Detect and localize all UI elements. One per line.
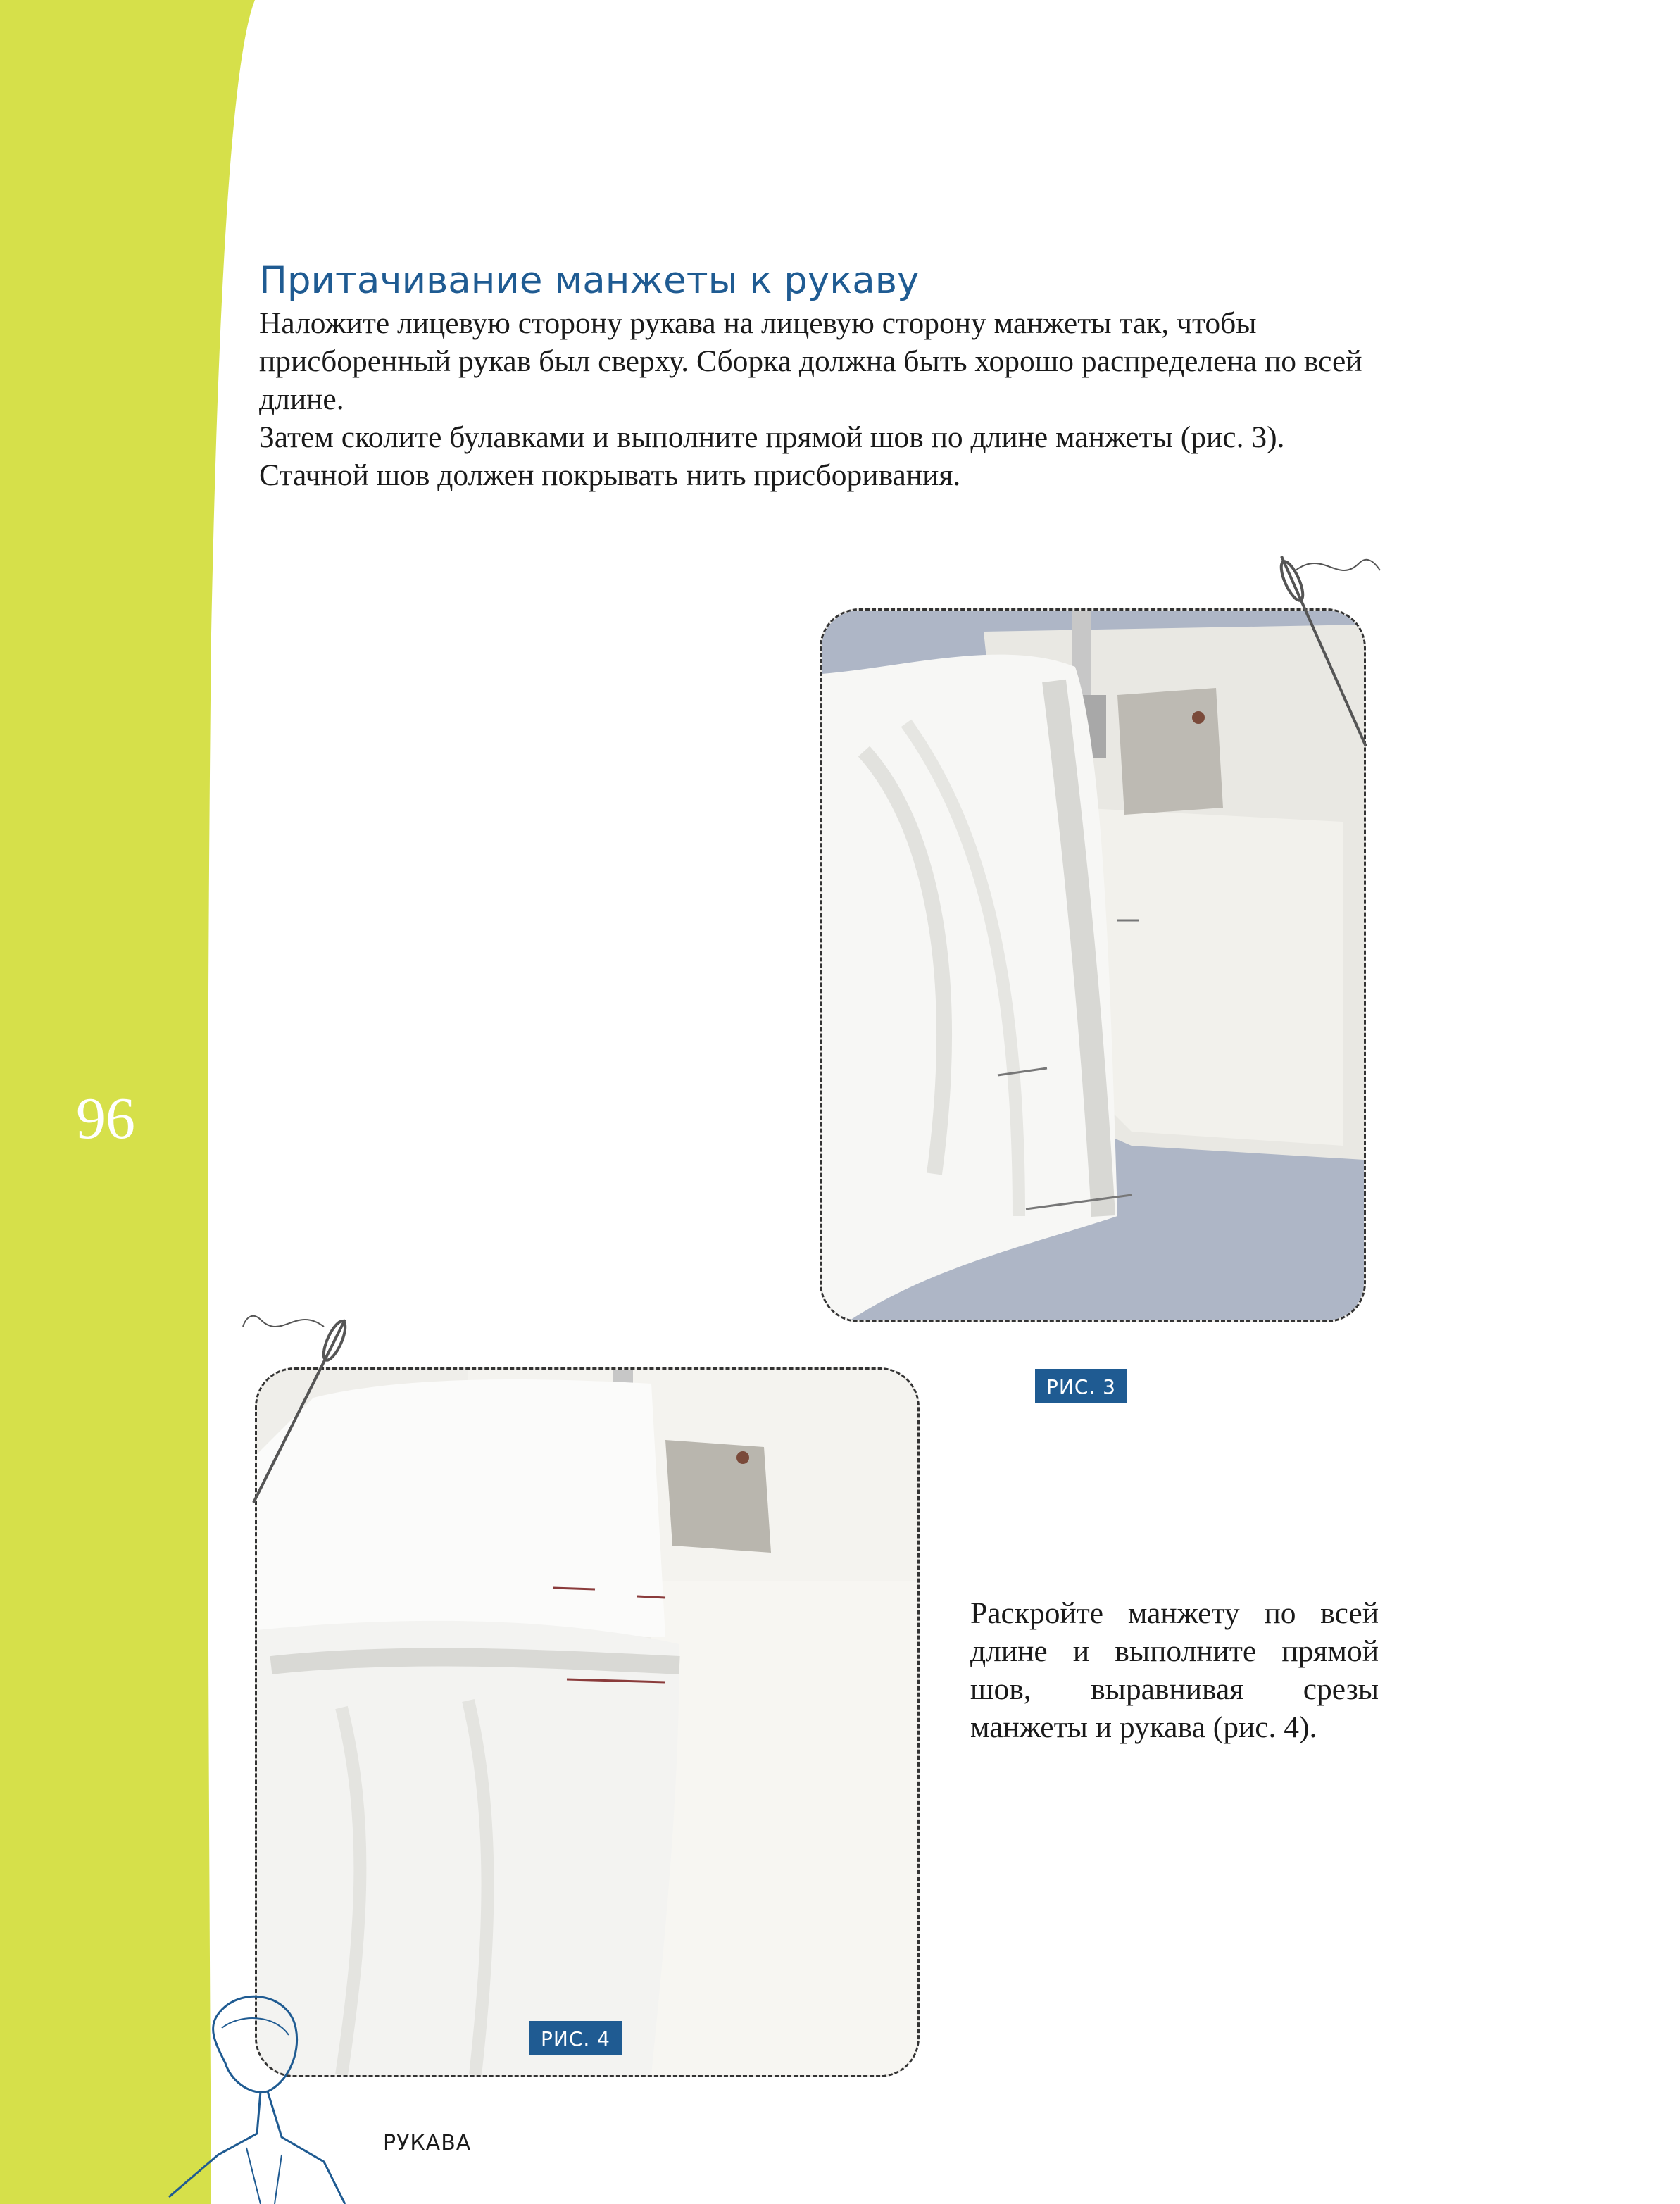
figure-4-caption: Раскройте манжету по всей длине и выполните прямой шов, выравнивая срезы манжеты и рукава (рис. 4). — [970, 1596, 1379, 1744]
woman-sketch-icon — [141, 1986, 352, 2204]
intro-body — [259, 304, 1386, 494]
page-number: 96 — [76, 1086, 135, 1151]
intro-paragraph: Затем сколите булавками и выполните прямой шов по длине манжеты (рис. 3). — [259, 420, 1285, 454]
figure-4-label: РИС. 4 — [529, 2021, 622, 2055]
intro-paragraph: Стачной шов должен покрывать нить присборивания. — [259, 458, 961, 492]
needle-thread-icon — [239, 1298, 366, 1510]
needle-thread-icon — [1253, 542, 1387, 753]
footer-section-name: РУКАВА — [383, 2131, 472, 2155]
figure-3-label: РИС. 3 — [1035, 1369, 1127, 1403]
intro-paragraph: Наложите лицевую сторону рукава на лицевую сторону манжеты так, чтобы присборенный рукав был сверху. Сборка должна быть хорошо распределена по всей длине. — [259, 306, 1362, 416]
section-title: Притачивание манжеты к рукаву — [259, 259, 920, 302]
